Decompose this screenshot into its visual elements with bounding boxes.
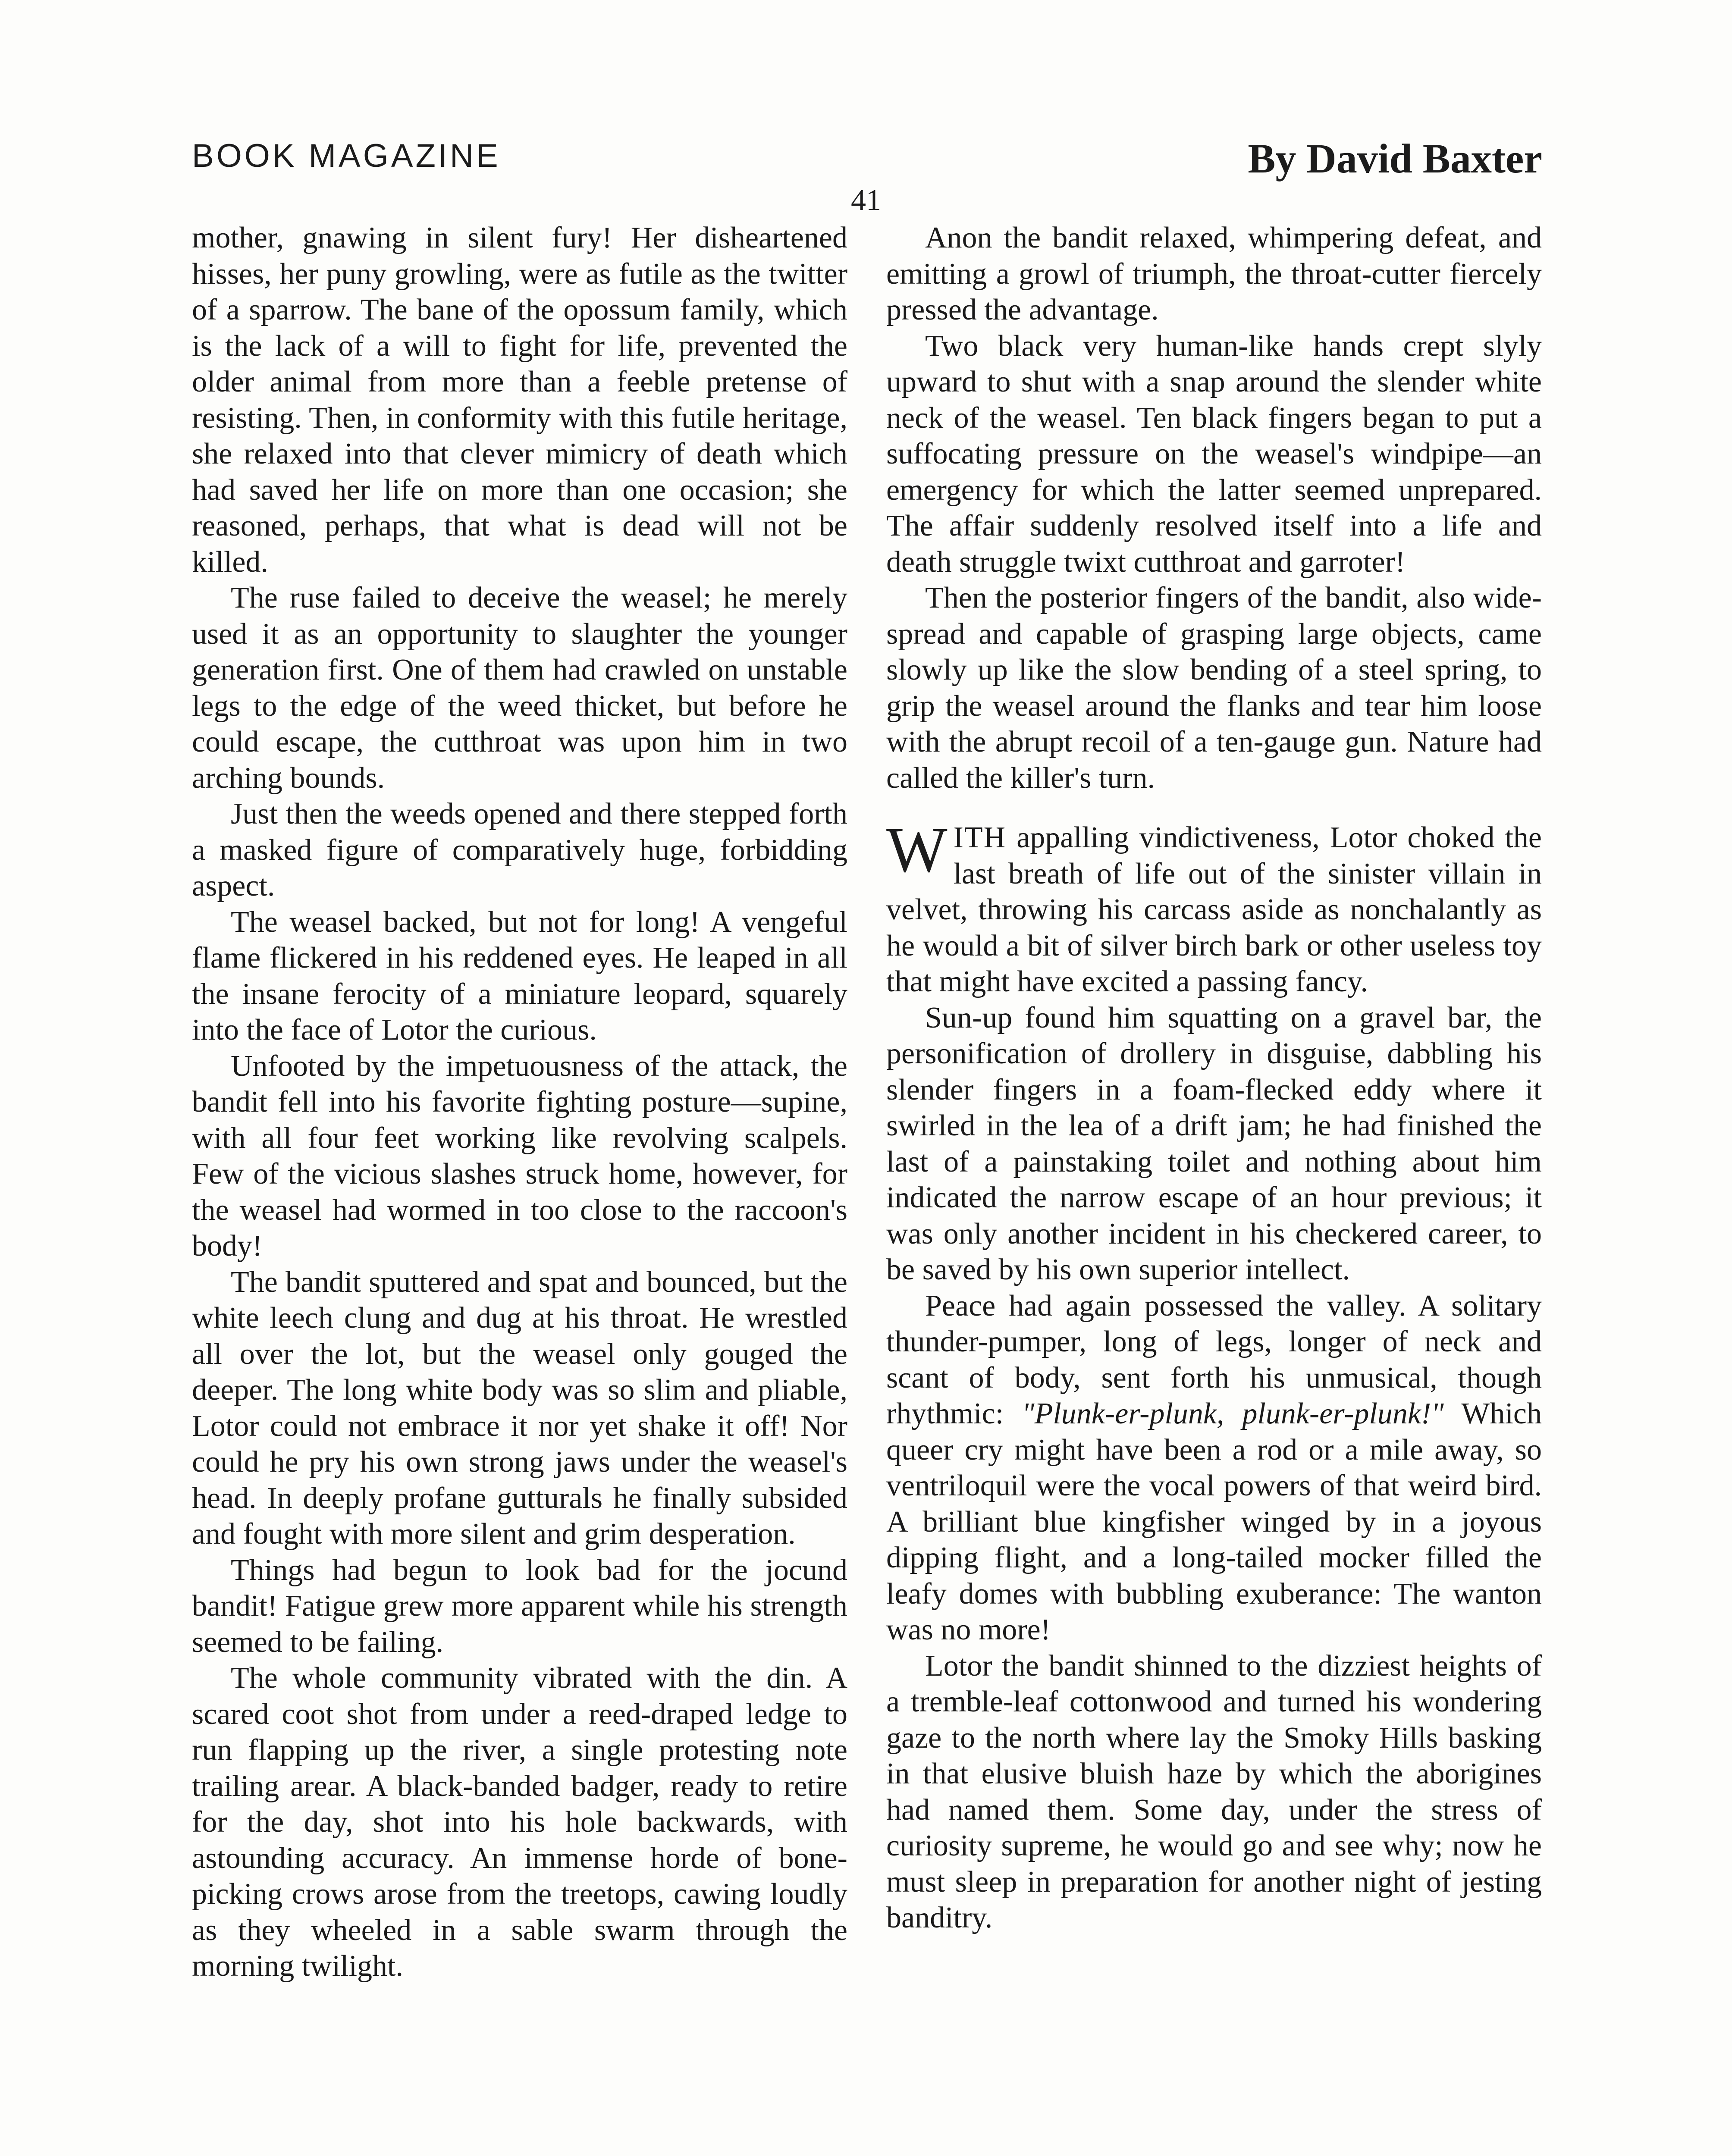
paragraph-text: Peace had again possessed the valley. A solitary thunder-pumper, long of legs, longer of neck and scant of body, sent forth his unmusical, though rhythmic:: [886, 1289, 1542, 1430]
paragraph-text: Which queer cry might have been a rod or a mile away, so ventriloquil were the vocal powers of that weird bird. A brilliant blue kingfisher winged by in a joyous dipping flight, and a long-tailed mocker filled the leafy domes with bubbling exuberance: The wanton was no more!: [886, 1397, 1542, 1646]
publication-title: BOOK MAGAZINE: [192, 138, 501, 174]
paragraph: Then the posterior fingers of the bandit, also wide-spread and capable of grasping large objects, came slowly up like the slow bending of a steel spring, to grip the weasel around the flanks and tear him loose with the abrupt recoil of a ten-gauge gun. Nature had called the killer's turn.: [886, 581, 1542, 795]
drop-cap-continuation: ITH: [953, 821, 1007, 854]
author-byline: By David Baxter: [1248, 135, 1542, 182]
drop-cap-letter: W: [886, 814, 948, 886]
bird-call-italic: "Plunk-er-plunk, plunk-er-plunk!": [1022, 1397, 1444, 1430]
left-text-column: [192, 220, 847, 1984]
paragraph: [886, 1288, 1542, 1648]
paragraph: Unfooted by the impetuousness of the attack, the bandit fell into his favorite fighting posture—supine, with all four feet working like revolving scalpels. Few of the vicious slashes struck home, however, for the weasel had wormed in too close to the raccoon's body!: [192, 1049, 847, 1263]
dropcap-paragraph-text: appalling vindictiveness, Lotor choked the last breath of life out of the sinister villain in velvet, throwing his carcass aside as nonchalantly as he would a bit of silver birch bark or other useless toy that might have excited a passing fancy.: [886, 821, 1542, 998]
dropcap-paragraph: [886, 814, 1542, 1000]
paragraph: Sun-up found him squatting on a gravel bar, the personification of drollery in disguise, dabbling his slender fingers in a foam-flecked eddy where it swirled in the lea of a drift jam; he had finished the last of a painstaking toilet and nothing about him indicated the narrow escape of an hour previous; it was only another incident in his checkered career, to be saved by his own superior intellect.: [886, 1001, 1542, 1286]
paragraph: The whole community vibrated with the din. A scared coot shot from under a reed-draped ledge to run flapping up the river, a single protesting note trailing arear. A black-banded badger, ready to retire for the day, shot into his hole backwards, with astounding accuracy. An immense horde of bone-picking crows arose from the treetops, cawing loudly as they wheeled in a sable swarm through the morning twilight.: [192, 1661, 847, 1983]
section-break: [886, 796, 1542, 820]
paragraph: Anon the bandit relaxed, whimpering defeat, and emitting a growl of triumph, the throat-cutter fiercely pressed the advantage.: [886, 221, 1542, 326]
right-text-column: [886, 220, 1542, 1936]
paragraph: The bandit sputtered and spat and bounced, but the white leech clung and dug at his throat. He wrestled all over the lot, but the weasel only gouged the deeper. The long white body was so slim and pliable, Lotor could not embrace it nor yet shake it off! Nor could he pry his own strong jaws under the weasel's head. In deeply profane gutturals he finally subsided and fought with more silent and grim desperation.: [192, 1265, 847, 1551]
paragraph: mother, gnawing in silent fury! Her disheartened hisses, her puny growling, were as futile as the twitter of a sparrow. The bane of the opossum family, which is the lack of a will to fight for life, prevented the older animal from more than a feeble pretense of resisting. Then, in conformity with this futile heritage, she relaxed into that clever mimicry of death which had saved her life on more than one occasion; she reasoned, perhaps, that what is dead will not be killed.: [192, 221, 847, 579]
paragraph: Just then the weeds opened and there stepped forth a masked figure of comparatively huge, forbidding aspect.: [192, 797, 847, 903]
paragraph: The ruse failed to deceive the weasel; he merely used it as an opportunity to slaughter the younger generation first. One of them had crawled on unstable legs to the edge of the weed thicket, but before he could escape, the cutthroat was upon him in two arching bounds.: [192, 581, 847, 795]
paragraph: Lotor the bandit shinned to the dizziest heights of a tremble-leaf cottonwood and turned his wondering gaze to the north where lay the Smoky Hills basking in that elusive bluish haze by which the aborigines had named them. Some day, under the stress of curiosity supreme, he would go and see why; now he must sleep in preparation for another night of jesting banditry.: [886, 1649, 1542, 1934]
paragraph: Two black very human-like hands crept slyly upward to shut with a snap around the slender white neck of the weasel. Ten black fingers began to put a suffocating pressure on the weasel's windpipe—an emergency for which the latter seemed unprepared. The affair suddenly resolved itself into a life and death struggle twixt cutthroat and garroter!: [886, 329, 1542, 579]
paragraph: The weasel backed, but not for long! A vengeful flame flickered in his reddened eyes. He leaped in all the insane ferocity of a miniature leopard, squarely into the face of Lotor the curious.: [192, 905, 847, 1047]
paragraph: Things had begun to look bad for the jocund bandit! Fatigue grew more apparent while his strength seemed to be failing.: [192, 1553, 847, 1659]
page-number: 41: [851, 184, 881, 217]
